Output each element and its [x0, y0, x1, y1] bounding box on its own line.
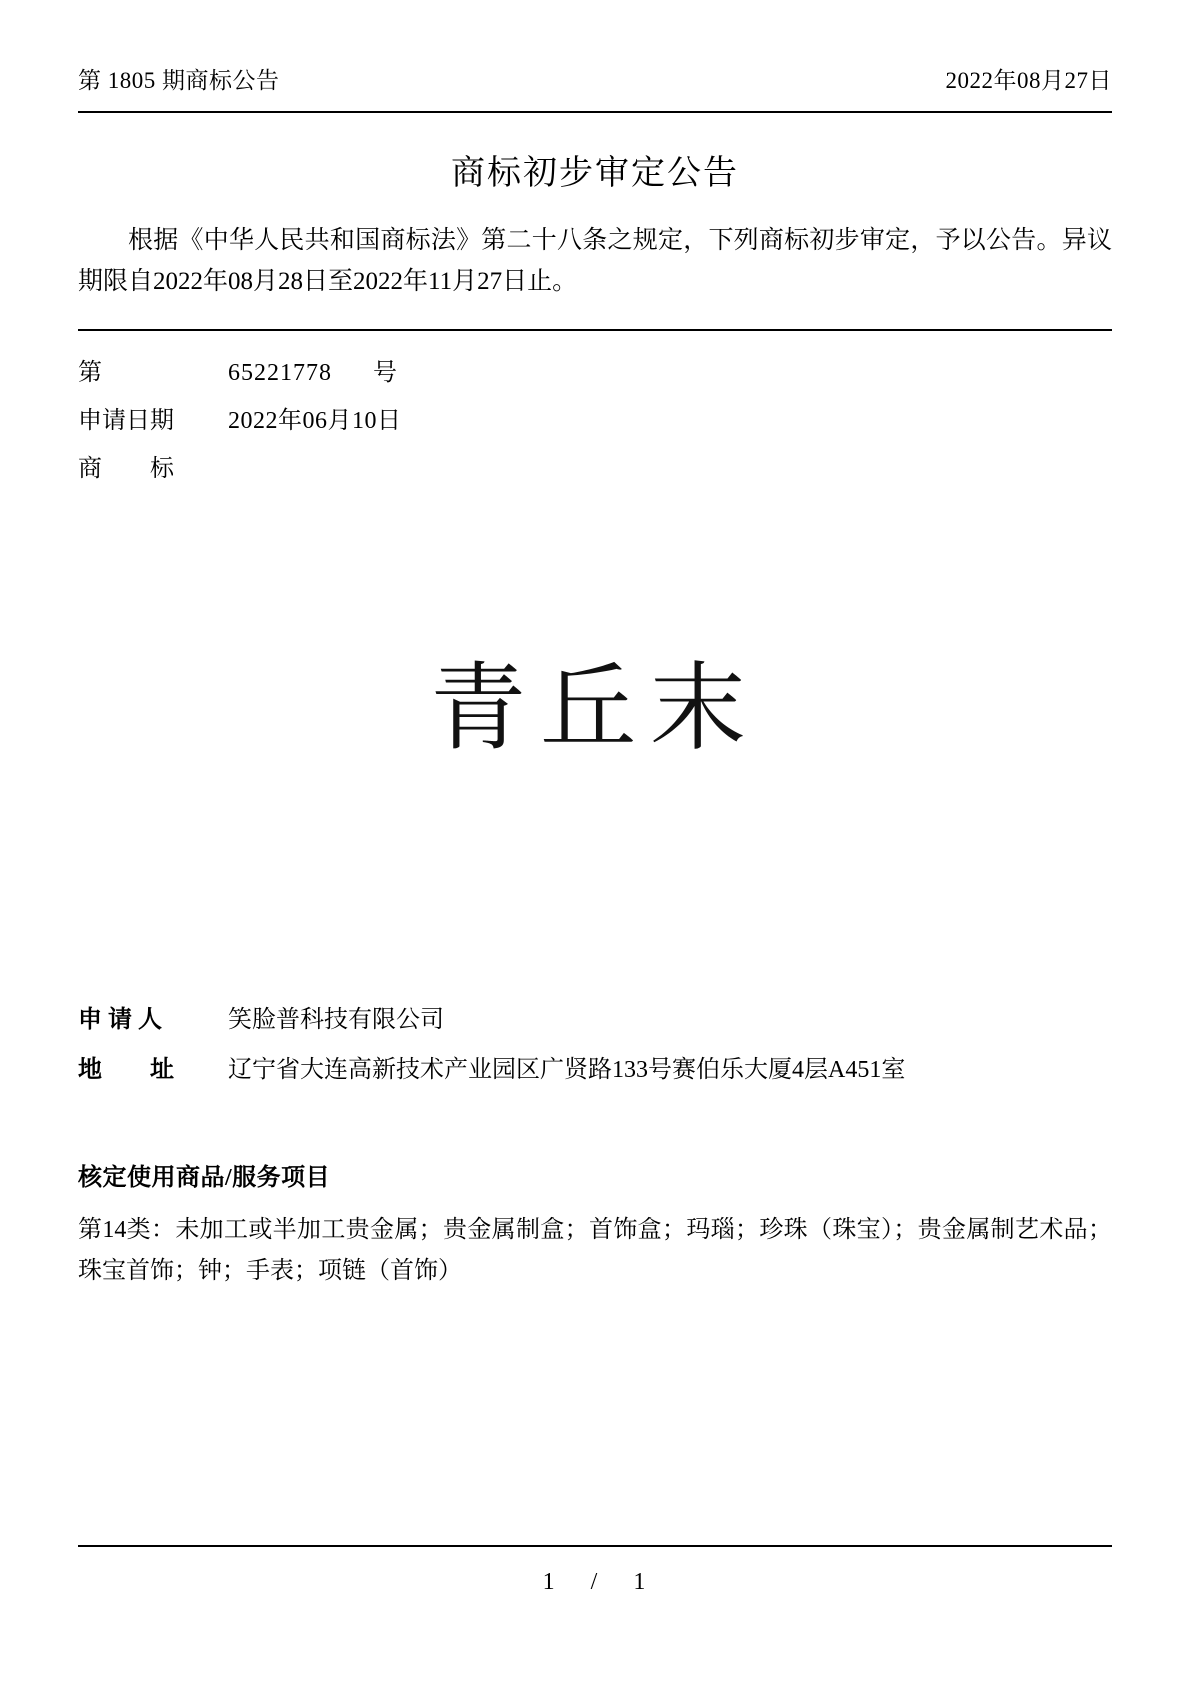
applicant-block [78, 995, 1112, 1096]
footer-page-separator: / [590, 1569, 600, 1595]
applicant-name-label: 申 请 人 [78, 1006, 162, 1033]
registration-fields [78, 349, 1112, 493]
trademark-row [78, 445, 1112, 493]
header-issue-label: 第 1805 期商标公告 [78, 68, 280, 93]
header-date-label: 2022年08月27日 [945, 68, 1112, 93]
application-date-label: 申请日期 [78, 407, 174, 434]
goods-section-body: 第14类：未加工或半加工贵金属；贵金属制盒；首饰盒；玛瑙；珍珠（珠宝）；贵金属制艺术品；珠宝首饰；钟；手表；项链（首饰） [78, 1217, 1112, 1285]
applicant-address-label: 地 址 [78, 1056, 174, 1083]
registration-number-suffix: 号 [373, 359, 398, 386]
applicant-address-value: 辽宁省大连高新技术产业园区广贤路133号赛伯乐大厦4层A451室 [228, 1056, 906, 1083]
trademark-mark-text: 青丘末 [430, 651, 760, 764]
intro-divider [78, 329, 1112, 331]
footer-page-total: 1 [633, 1569, 648, 1595]
announcement-paragraph: 根据《中华人民共和国商标法》第二十八条之规定，下列商标初步审定，予以公告。异议期限自2022年08月28日至2022年11月27日止。 [78, 227, 1112, 296]
applicant-name-row [78, 995, 1112, 1045]
goods-section-heading: 核定使用商品/服务项目 [78, 1165, 331, 1192]
registration-number-row [78, 349, 1112, 397]
header-divider [78, 111, 1112, 113]
registration-number-value: 65221778 [228, 359, 332, 386]
footer-page-current: 1 [542, 1569, 557, 1595]
trademark-image-area [78, 519, 1112, 899]
applicant-name-value: 笑脸普科技有限公司 [228, 1006, 444, 1033]
page-footer [78, 1545, 1112, 1596]
application-date-row [78, 397, 1112, 445]
page-title: 商标初步审定公告 [451, 155, 739, 192]
page-header [78, 0, 1112, 95]
applicant-address-row [78, 1045, 1112, 1095]
registration-number-label: 第 [78, 359, 102, 386]
trademark-label: 商 标 [78, 455, 174, 482]
application-date-value: 2022年06月10日 [228, 407, 402, 434]
